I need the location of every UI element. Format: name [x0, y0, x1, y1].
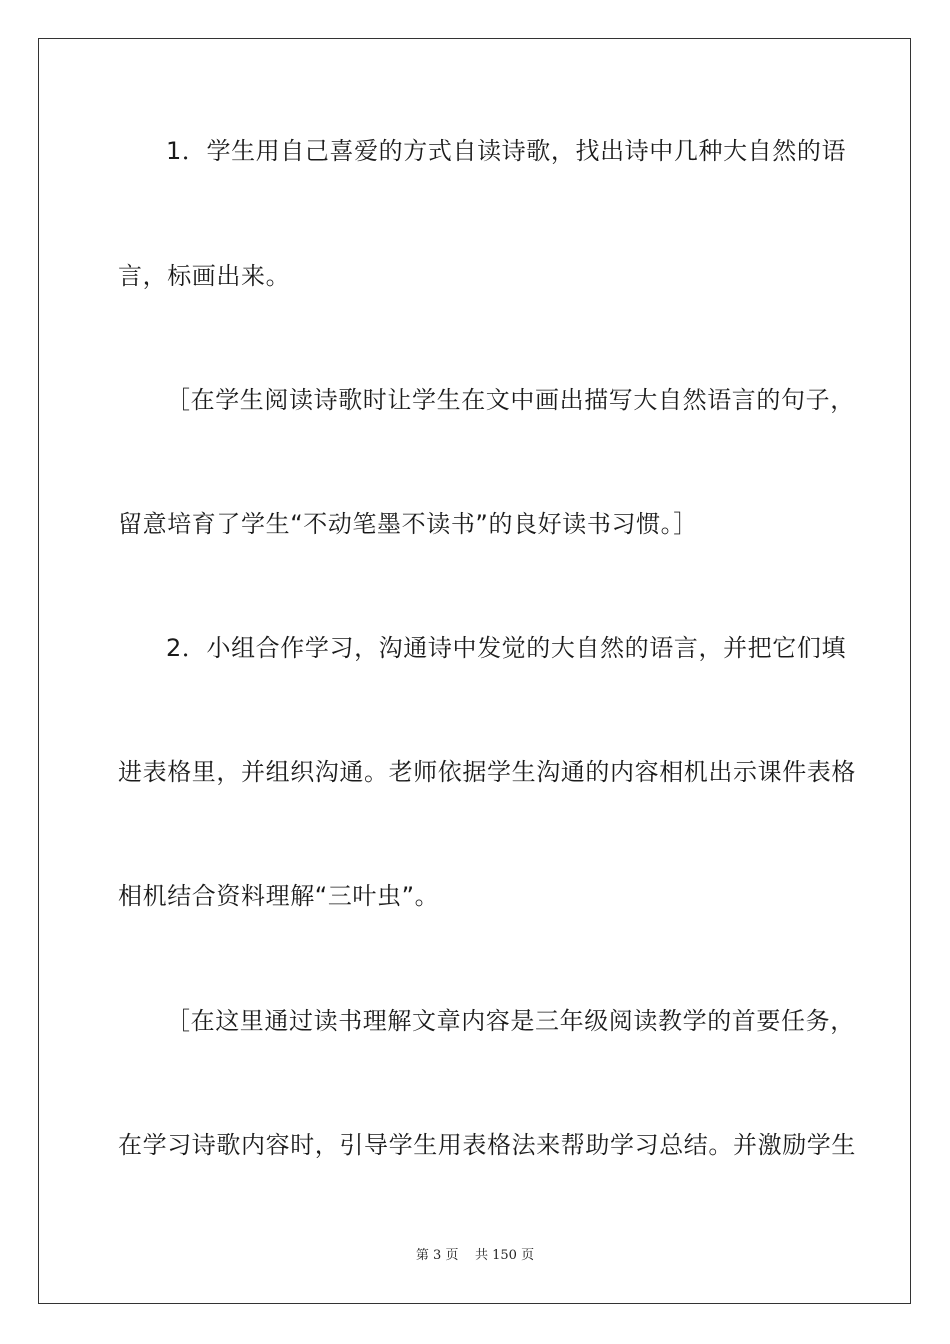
page-number: 第 3 页: [415, 1248, 459, 1263]
paragraph-line: 留意培育了学生“不动笔墨不读书”的良好读书习惯。］: [118, 510, 698, 538]
page-border: [38, 38, 911, 1304]
paragraph-line: 言，标画出来。: [118, 262, 291, 290]
paragraph-line: 相机结合资料理解“三叶虫”。: [118, 882, 440, 910]
paragraph-line: 1．学生用自己喜爱的方式自读诗歌，找出诗中几种大自然的语: [166, 137, 847, 165]
paragraph-line: ［在这里通过读书理解文章内容是三年级阅读教学的首要任务，: [166, 1007, 855, 1035]
page-footer: [0, 1247, 950, 1265]
paragraph-line: 2．小组合作学习，沟通诗中发觉的大自然的语言，并把它们填: [166, 634, 847, 662]
paragraph-line: 在学习诗歌内容时，引导学生用表格法来帮助学习总结。并激励学生: [118, 1131, 856, 1159]
page-total: 共 150 页: [475, 1248, 535, 1263]
paragraph-line: ［在学生阅读诗歌时让学生在文中画出描写大自然语言的句子，: [166, 386, 855, 414]
paragraph-line: 进表格里，并组织沟通。老师依据学生沟通的内容相机出示课件表格: [118, 758, 856, 786]
